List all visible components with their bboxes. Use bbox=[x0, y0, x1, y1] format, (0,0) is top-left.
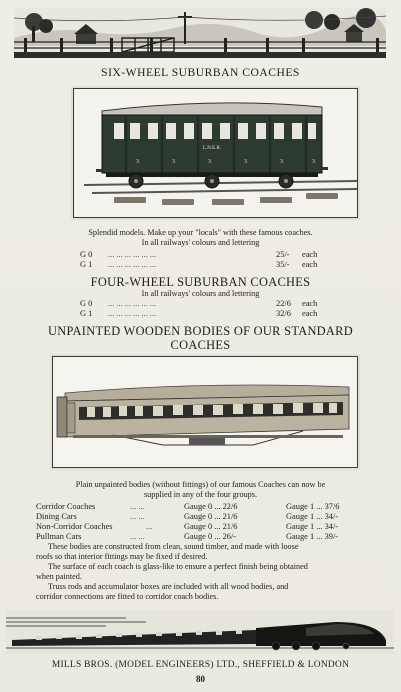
finish-paragraph-line2: when painted. bbox=[36, 572, 82, 581]
gauge0-price: Gauge 0 ... 26/- bbox=[184, 532, 237, 541]
page-number: 80 bbox=[196, 674, 205, 684]
compartment-number: 3 bbox=[136, 159, 139, 165]
body-price-row bbox=[0, 522, 401, 532]
six-wheel-livery-note: In all railways' colours and lettering bbox=[141, 238, 260, 247]
body-price-row bbox=[0, 532, 401, 542]
construction-paragraph-line1: These bodies are constructed from clean, sound timber, and made with loose bbox=[48, 542, 299, 551]
price: 32/6 bbox=[276, 309, 291, 318]
leader-dots: ... ... ... ... ... ... bbox=[108, 250, 157, 259]
unpainted-intro-line1: Plain unpainted bodies (without fittings) of our famous Coaches can now be bbox=[75, 480, 326, 489]
six-wheel-heading: SIX-WHEEL SUBURBAN COACHES bbox=[101, 66, 300, 79]
gauge1-price: Gauge 1 ... 34/- bbox=[286, 512, 339, 521]
unpainted-intro-line2: supplied in any of the four groups. bbox=[143, 490, 257, 499]
six-wheel-coach-illustration bbox=[74, 89, 357, 217]
six-wheel-coach-photo bbox=[73, 88, 358, 218]
finish-paragraph-line1: The surface of each coach is glass-like to ensure a perfect finish being obtained bbox=[48, 562, 308, 571]
body-type: Dining Cars bbox=[36, 512, 77, 521]
six-wheel-intro: Splendid models. Make up your "locals" with these famous coaches. bbox=[88, 228, 313, 237]
construction-paragraph-line2: roofs so that interior fittings may be fixed if desired. bbox=[36, 552, 208, 561]
gauge1-price: Gauge 1 ... 39/- bbox=[286, 532, 339, 541]
four-wheel-livery-note: In all railways' colours and lettering bbox=[141, 289, 260, 298]
body-price-row bbox=[0, 502, 401, 512]
company-footer: MILLS BROS. (MODEL ENGINEERS) LTD., SHEFFIELD & LONDON bbox=[51, 660, 350, 670]
gauge1-price: Gauge 1 ... 34/- bbox=[286, 522, 339, 531]
compartment-number: 3 bbox=[244, 159, 247, 165]
unpainted-bodies-heading-line2: COACHES bbox=[170, 338, 231, 352]
leader-dots: ... bbox=[146, 522, 153, 531]
price-unit: each bbox=[302, 260, 318, 269]
unpainted-bodies-heading-line1: UNPAINTED WOODEN BODIES OF OUR STANDARD bbox=[48, 324, 353, 338]
coach-lettering: L.N.E.R. bbox=[202, 146, 222, 151]
streamlined-locomotive-banner bbox=[6, 610, 394, 654]
compartment-number: 3 bbox=[312, 159, 315, 165]
body-type: Pullman Cars bbox=[36, 532, 82, 541]
body-price-row bbox=[0, 512, 401, 522]
price-unit: each bbox=[302, 309, 318, 318]
gauge0-price: Gauge 0 ... 22/6 bbox=[184, 502, 238, 511]
price-unit: each bbox=[302, 299, 318, 308]
fittings-paragraph-line1: Truss rods and accumulator boxes are included with all wood bodies, and bbox=[48, 582, 289, 591]
leader-dots: ... ... ... ... ... ... bbox=[108, 299, 157, 308]
leader-dots: ... ... bbox=[130, 512, 145, 521]
body-type: Non-Corridor Coaches bbox=[36, 522, 113, 531]
price: 22/6 bbox=[276, 299, 291, 308]
price-row bbox=[80, 299, 330, 309]
leader-dots: ... ... ... ... ... ... bbox=[108, 260, 157, 269]
gauge-label: G 0 bbox=[80, 250, 93, 259]
compartment-number: 3 bbox=[172, 159, 175, 165]
leader-dots: ... ... ... ... ... ... bbox=[108, 309, 157, 318]
wooden-body-photo bbox=[52, 356, 358, 468]
countryside-banner-illustration bbox=[14, 8, 386, 58]
leader-dots: ... ... bbox=[130, 532, 145, 541]
gauge-label: G 1 bbox=[80, 309, 93, 318]
body-type: Corridor Coaches bbox=[36, 502, 96, 511]
gauge1-price: Gauge 1 ... 37/6 bbox=[286, 502, 340, 511]
wooden-coach-body-illustration bbox=[53, 357, 357, 467]
leader-dots: ... ... bbox=[130, 502, 145, 511]
price-unit: each bbox=[302, 250, 318, 259]
price-row bbox=[80, 250, 330, 260]
price: 25/- bbox=[276, 250, 290, 259]
fittings-paragraph-line2: corridor connections are fitted to corridor coach bodies. bbox=[36, 592, 219, 601]
compartment-number: 3 bbox=[208, 159, 211, 165]
compartment-number: 3 bbox=[280, 159, 283, 165]
gauge0-price: Gauge 0 ... 21/6 bbox=[184, 522, 238, 531]
four-wheel-heading: FOUR-WHEEL SUBURBAN COACHES bbox=[90, 275, 311, 289]
gauge-label: G 0 bbox=[80, 299, 93, 308]
price: 35/- bbox=[276, 260, 290, 269]
price-row bbox=[80, 260, 330, 270]
gauge0-price: Gauge 0 ... 21/6 bbox=[184, 512, 238, 521]
gauge-label: G 1 bbox=[80, 260, 93, 269]
price-row bbox=[80, 309, 330, 319]
